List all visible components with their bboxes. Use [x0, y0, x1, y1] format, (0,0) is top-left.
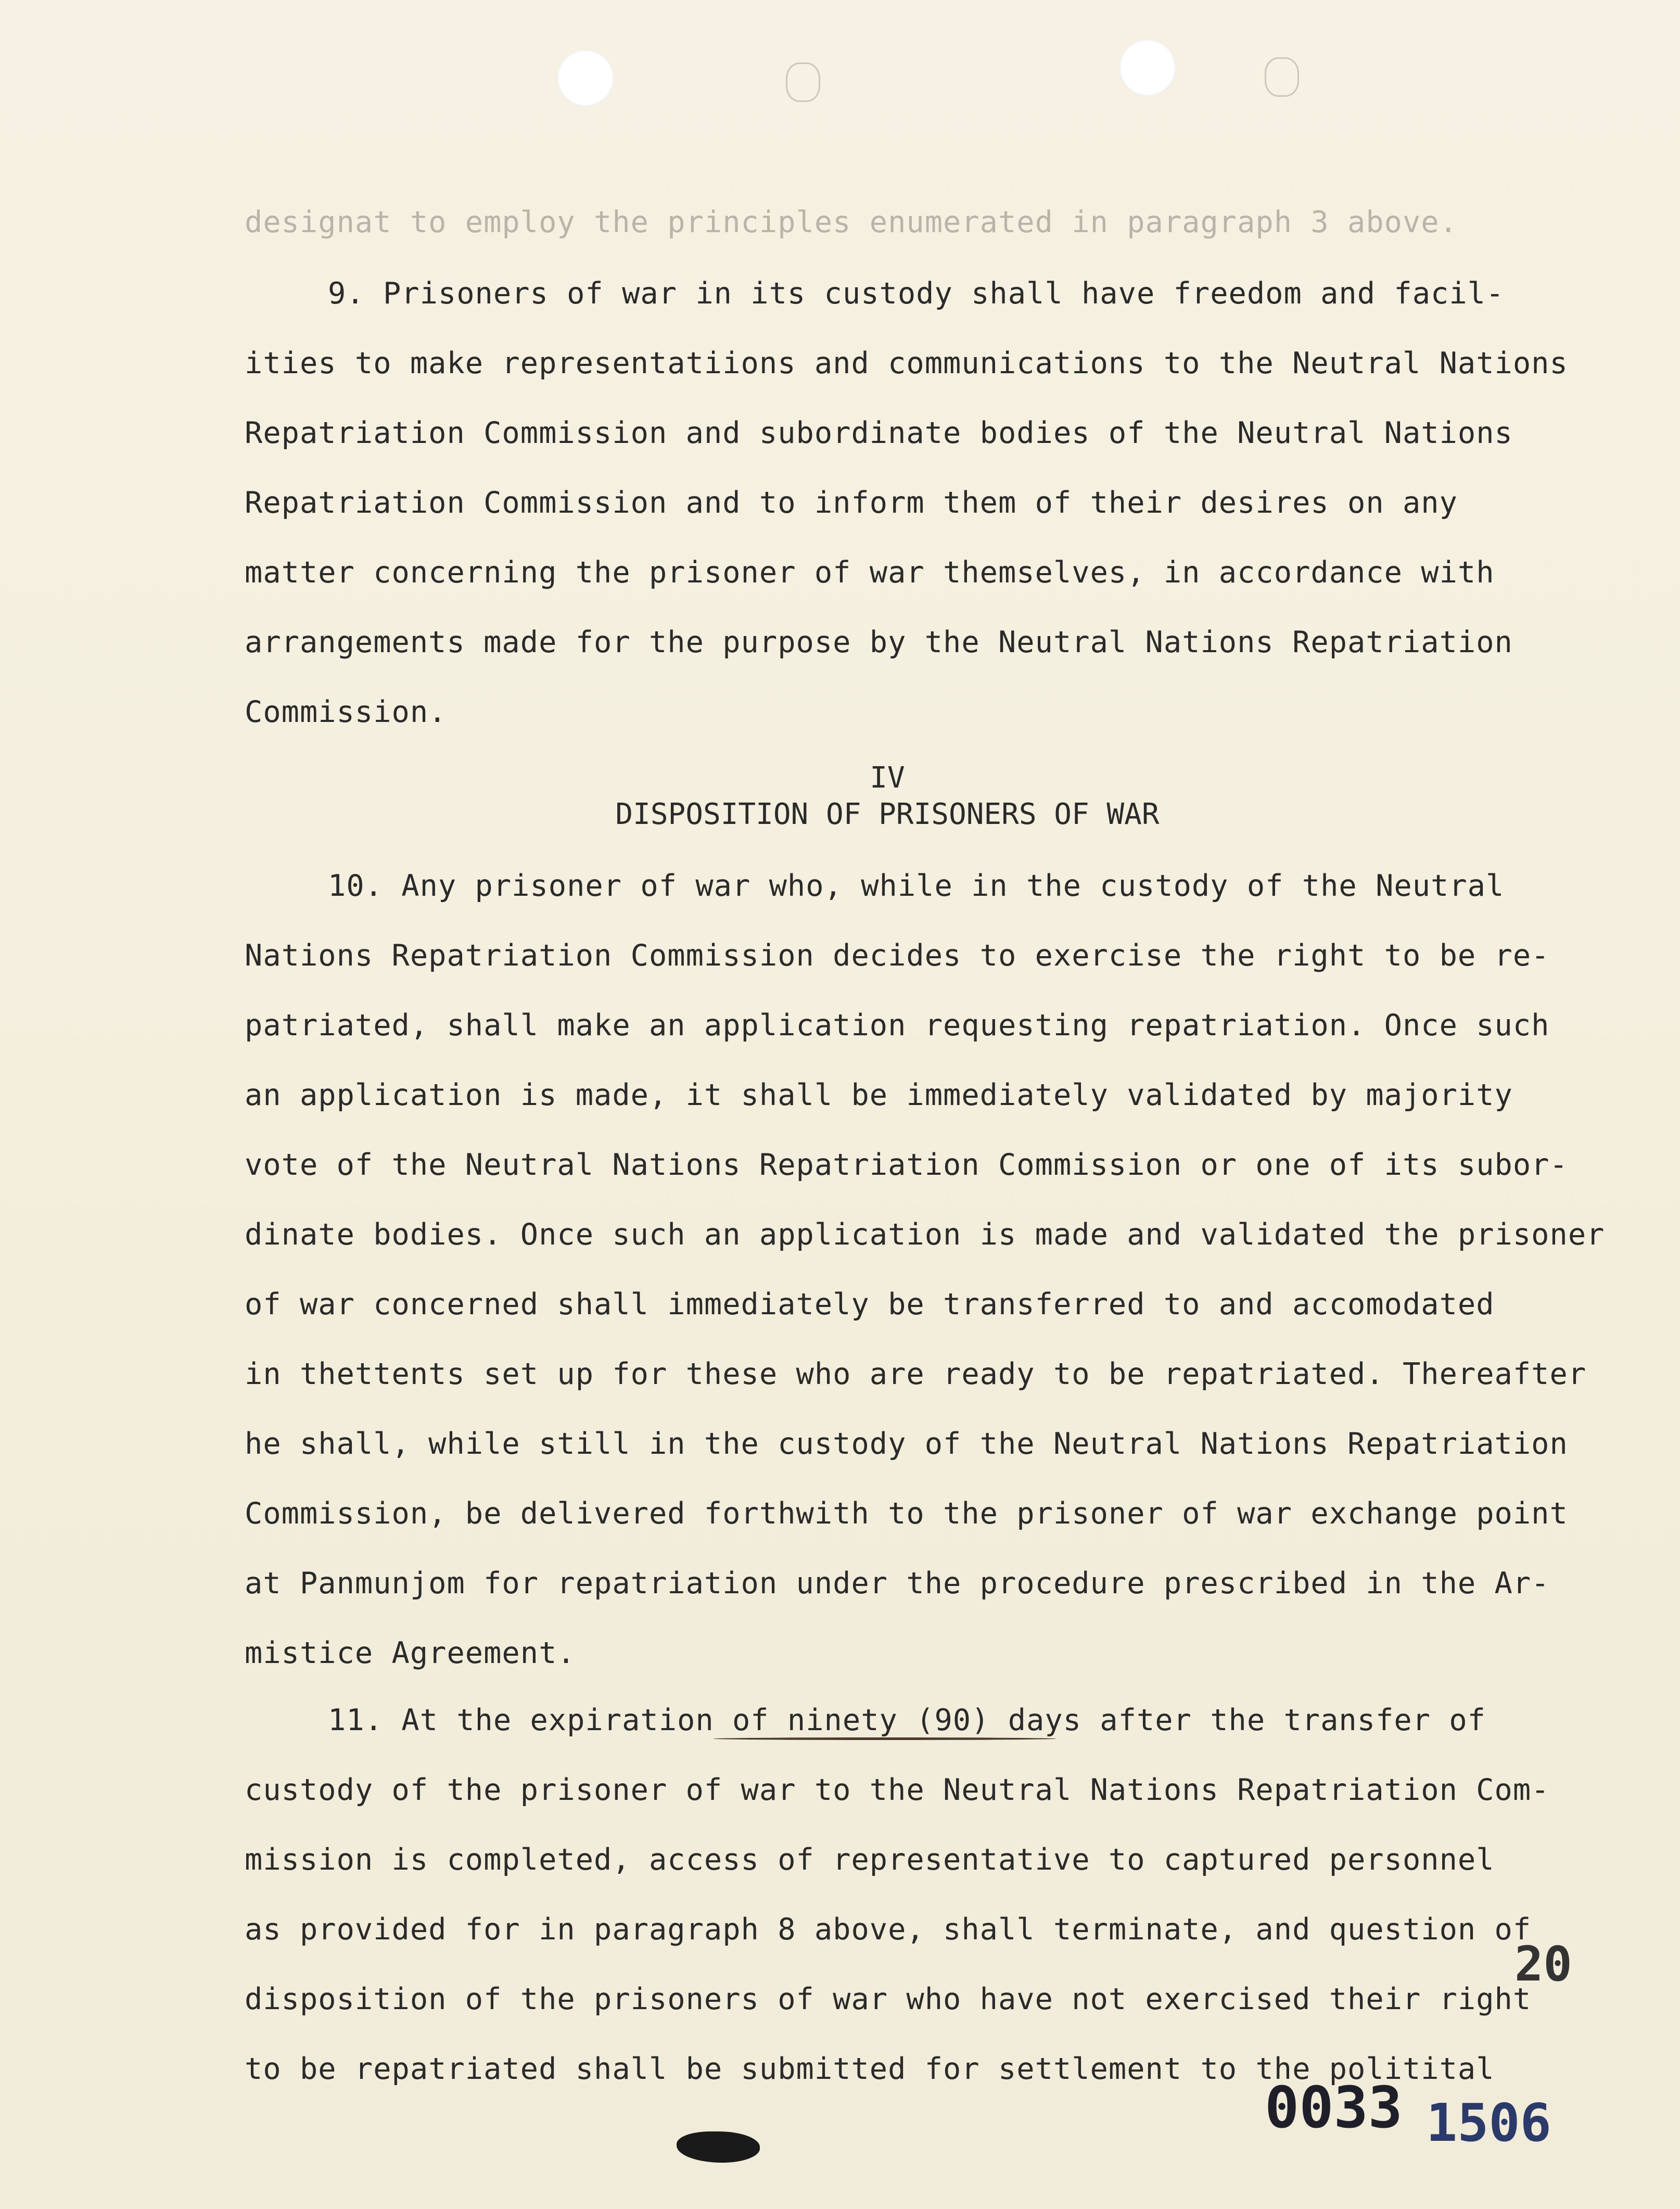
para11-line-4: as provided for in paragraph 8 above, shall terminate, and question of: [245, 1912, 1532, 1947]
para10-line-8: in thettents set up for these who are ready to be repatriated. Thereafter: [245, 1357, 1587, 1391]
para9-line-5: matter concerning the prisoner of war themselves, in accordance with: [245, 555, 1495, 590]
para10-line-1: 10. Any prisoner of war who, while in the custody of the Neutral: [328, 869, 1505, 903]
para9-line-4: Repatriation Commission and to inform them of their desires on any: [245, 486, 1458, 520]
para11-line-3: mission is completed, access of representative to captured personnel: [245, 1843, 1495, 1877]
para10-line-7: of war concerned shall immediately be transferred to and accomodated: [245, 1287, 1495, 1322]
punch-mark-right: [1265, 57, 1299, 97]
section-number: IV: [870, 761, 905, 795]
para10-line-5: vote of the Neutral Nations Repatriation Commission or one of its subor-: [245, 1148, 1568, 1182]
para10-line-9: he shall, while still in the custody of the Neutral Nations Repatriation: [245, 1427, 1568, 1461]
para10-line-12: mistice Agreement.: [245, 1636, 576, 1670]
punch-hole-right: [1119, 39, 1176, 96]
para9-line-3: Repatriation Commission and subordinate bodies of the Neutral Nations: [245, 416, 1513, 450]
paragraph-10: [245, 851, 1605, 1688]
ink-smudge: [677, 2131, 760, 2163]
para9-line-1: 9. Prisoners of war in its custody shall have freedom and facil-: [328, 276, 1505, 311]
para11-line-6: to be repatriated shall be submitted for settlement to the politital: [245, 2052, 1495, 2086]
para10-line-4: an application is made, it shall be immediately validated by majority: [245, 1078, 1513, 1112]
para9-line-2: ities to make representatiions and communications to the Neutral Nations: [245, 346, 1568, 380]
para10-line-2: Nations Repatriation Commission decides to exercise the right to be re-: [245, 938, 1550, 973]
para11-line-2: custody of the prisoner of war to the Neutral Nations Repatriation Com-: [245, 1773, 1550, 1807]
para9-line-7: Commission.: [245, 695, 447, 729]
archive-stamp-left: 0033: [1265, 2074, 1403, 2141]
handwritten-underline: [713, 1737, 1057, 1740]
archive-stamp-right: 1506: [1426, 2092, 1551, 2153]
para11-line-5: disposition of the prisoners of war who have not exercised their right: [245, 1982, 1532, 2016]
para11-line-1: 11. At the expiration of ninety (90) days after the transfer of: [328, 1703, 1486, 1737]
paragraph-11: [245, 1685, 1567, 2104]
para10-line-6: dinate bodies. Once such an application is made and validated the prisoner: [245, 1217, 1605, 1252]
para9-line-6: arrangements made for the purpose by the Neutral Nations Repatriation: [245, 625, 1513, 659]
paragraph-9: [245, 259, 1567, 747]
section-title: DISPOSITION OF PRISONERS OF WAR: [615, 797, 1160, 831]
faded-top-line: designat to employ the principles enumerated in paragraph 3 above.: [245, 205, 1458, 239]
para10-line-10: Commission, be delivered forthwith to the prisoner of war exchange point: [245, 1496, 1568, 1531]
para10-line-3: patriated, shall make an application requesting repatriation. Once such: [245, 1008, 1550, 1043]
para10-line-11: at Panmunjom for repatriation under the procedure prescribed in the Ar-: [245, 1566, 1550, 1601]
punch-hole-left: [557, 49, 614, 107]
punch-mark-center: [786, 62, 820, 102]
page-number: 20: [1514, 1936, 1572, 1992]
